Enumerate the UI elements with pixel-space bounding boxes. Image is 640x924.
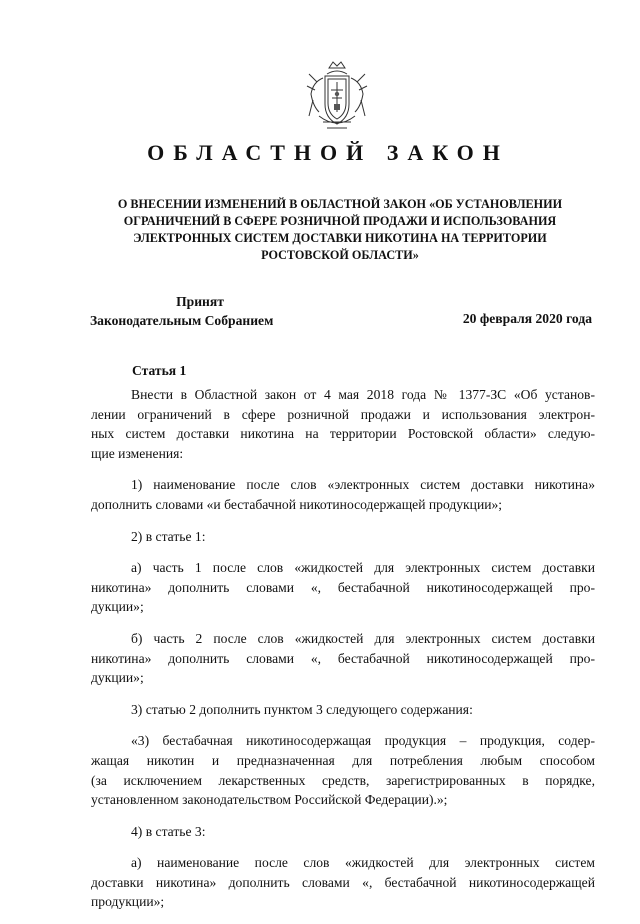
- adopted-label: Принят: [176, 294, 224, 309]
- paragraph-intro: [91, 385, 595, 463]
- text-line: ных систем доставки никотина на территории Ростовской области» следую-: [91, 426, 595, 442]
- adopted-body: Законодательным Собранием: [90, 313, 274, 328]
- text-line: жащая никотин и предназначенная для потребления любым способом: [91, 752, 595, 768]
- coat-of-arms-emblem: [305, 60, 369, 134]
- text-line: Внести в Областной закон от 4 мая 2018 года № 1377-ЗС «Об установ-: [131, 387, 595, 402]
- text-line: дополнить словами «и бестабачной никотиносодержащей продукции»;: [91, 496, 503, 512]
- text-line: лении ограничений в сфере розничной продажи и использования электрон-: [91, 406, 595, 422]
- text-line: доставки никотина» дополнить словами «, бестабачной никотиносодержащей: [91, 874, 595, 890]
- text-line: а) наименование после слов «жидкостей для электронных систем: [131, 855, 595, 871]
- paragraph-quote: [91, 731, 595, 809]
- text-line: продукции»;: [91, 894, 165, 910]
- adoption-date: 20 февраля 2020 года: [462, 311, 592, 326]
- article-body: [91, 385, 595, 924]
- text-line: дукции»;: [91, 599, 144, 615]
- title-line: ЭЛЕКТРОННЫХ СИСТЕМ ДОСТАВКИ НИКОТИНА НА ТЕРРИТОРИИ: [133, 231, 547, 245]
- text-line: а) часть 1 после слов «жидкостей для электронных систем доставки: [131, 560, 595, 576]
- title-line: ОГРАНИЧЕНИЙ В СФЕРЕ РОЗНИЧНОЙ ПРОДАЖИ И ИСПОЛЬЗОВАНИЯ: [123, 214, 557, 228]
- text-line: 1) наименование после слов «электронных систем доставки никотина»: [131, 477, 595, 493]
- document-type: ОБЛАСТНОЙ ЗАКОН: [147, 140, 509, 165]
- text-line: дукции»;: [91, 670, 144, 686]
- text-line: (за исключением лекарственных средств, зарегистрированных в порядке,: [91, 772, 595, 788]
- paragraph-item-2: [91, 527, 595, 547]
- text-line: б) часть 2 после слов «жидкостей для электронных систем доставки: [131, 630, 595, 646]
- text-line: никотина» дополнить словами «, бестабачной никотиносодержащей про-: [91, 650, 595, 666]
- paragraph-item-2b: [91, 629, 595, 688]
- text-line: 2) в статье 1:: [131, 528, 206, 544]
- paragraph-item-1: [91, 475, 595, 514]
- text-line: щие изменения:: [91, 445, 184, 461]
- adopted-by: [90, 292, 310, 330]
- article-heading: Статья 1: [132, 363, 187, 378]
- paragraph-item-4a: [91, 853, 595, 912]
- title-line: РОСТОВСКОЙ ОБЛАСТИ»: [261, 248, 419, 262]
- law-title: [90, 196, 590, 264]
- text-line: «3) бестабачная никотиносодержащая продукция – продукция, содер-: [131, 733, 595, 749]
- text-line: 3) статью 2 дополнить пунктом 3 следующего содержания:: [131, 701, 473, 717]
- text-line: 4) в статье 3:: [131, 823, 206, 839]
- paragraph-item-2a: [91, 558, 595, 617]
- title-line: О ВНЕСЕНИИ ИЗМЕНЕНИЙ В ОБЛАСТНОЙ ЗАКОН «ОБ УСТАНОВЛЕНИИ: [117, 197, 563, 211]
- text-line: установленном законодательством Российской Федерации).»;: [91, 792, 448, 808]
- paragraph-item-3: [91, 700, 595, 720]
- paragraph-item-4: [91, 822, 595, 842]
- text-line: никотина» дополнить словами «, бестабачной никотиносодержащей про-: [91, 579, 595, 595]
